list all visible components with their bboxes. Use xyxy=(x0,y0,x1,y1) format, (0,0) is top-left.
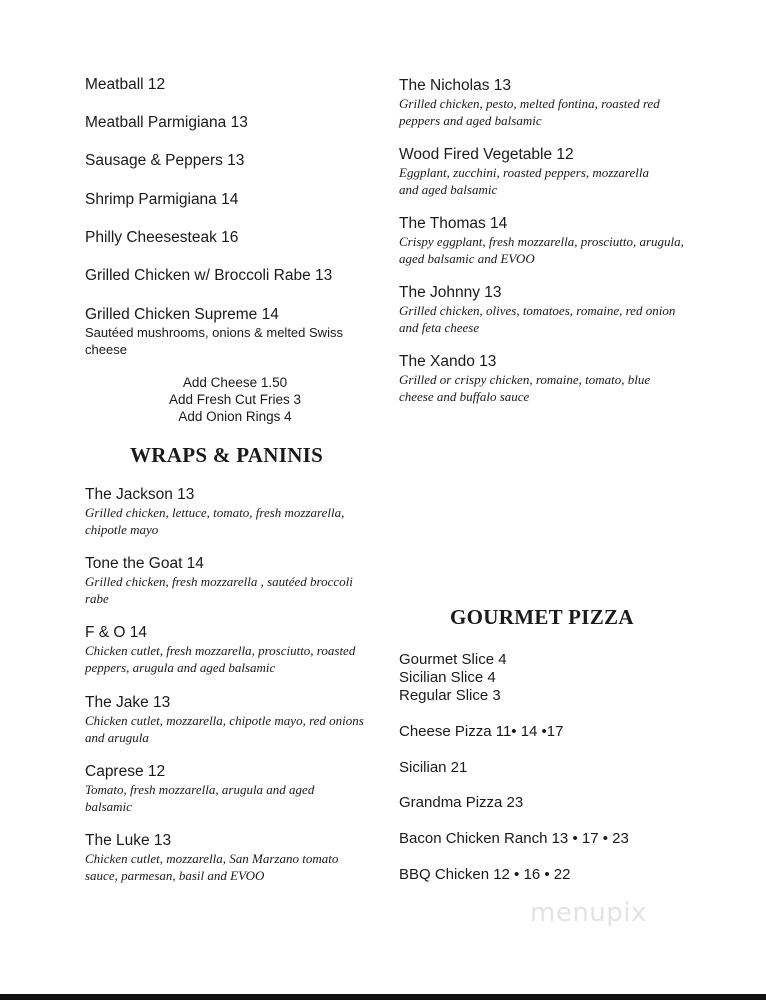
item-name: The Luke 13 xyxy=(85,832,172,849)
wrap-item-f-and-o xyxy=(85,624,360,676)
item-description: Grilled chicken, lettuce, tomato, fresh mozzarella, chipotle mayo xyxy=(85,505,345,537)
addons-list xyxy=(160,374,310,425)
item-description: Grilled chicken, pesto, melted fontina, roasted red peppers and aged balsamic xyxy=(399,96,660,128)
menu-item-johnny xyxy=(399,284,689,336)
menu-item-grilled-chicken-supreme xyxy=(85,306,360,358)
pizza-slice-gourmet: Gourmet Slice 4 xyxy=(399,651,507,668)
menu-item-philly-cheesesteak: Philly Cheesesteak 16 xyxy=(85,229,239,246)
menu-item-nicholas xyxy=(399,77,689,129)
addon-onion-rings: Add Onion Rings 4 xyxy=(178,409,292,424)
item-name: The Nicholas 13 xyxy=(399,77,512,94)
pizza-slice-regular: Regular Slice 3 xyxy=(399,687,501,704)
menu-item-meatball: Meatball 12 xyxy=(85,76,166,93)
item-name: The Jackson 13 xyxy=(85,486,195,503)
menu-item-wood-fired-vegetable xyxy=(399,146,659,198)
item-description: Grilled chicken, olives, tomatoes, romaine, red onion and feta cheese xyxy=(399,303,676,335)
item-name: The Jake 13 xyxy=(85,694,171,711)
item-description: Sautéed mushrooms, onions & melted Swiss cheese xyxy=(85,325,343,357)
pizza-section-title: GOURMET PIZZA xyxy=(450,605,634,629)
wrap-item-caprese xyxy=(85,763,360,815)
menu-item-grilled-chicken-broccoli-rabe: Grilled Chicken w/ Broccoli Rabe 13 xyxy=(85,267,333,284)
item-name: Wood Fired Vegetable 12 xyxy=(399,146,574,163)
item-name: F & O 14 xyxy=(85,624,148,641)
wrap-item-jake xyxy=(85,694,375,746)
menu-item-shrimp-parmigiana: Shrimp Parmigiana 14 xyxy=(85,191,239,208)
item-description: Grilled or crispy chicken, romaine, tomato, blue cheese and buffalo sauce xyxy=(399,372,651,404)
item-description: Tomato, fresh mozzarella, arugula and aged balsamic xyxy=(85,782,315,814)
pizza-item-grandma: Grandma Pizza 23 xyxy=(399,794,524,811)
item-name: Grilled Chicken Supreme 14 xyxy=(85,306,279,323)
wraps-section-title: WRAPS & PANINIS xyxy=(130,443,324,467)
item-name: The Johnny 13 xyxy=(399,284,502,301)
menu-item-meatball-parmigiana: Meatball Parmigiana 13 xyxy=(85,114,248,131)
item-description: Grilled chicken, fresh mozzarella , sautéed broccoli rabe xyxy=(85,574,353,606)
menu-item-sausage-peppers: Sausage & Peppers 13 xyxy=(85,152,245,169)
watermark-logo: menupix xyxy=(530,898,647,928)
menu-item-thomas xyxy=(399,215,684,267)
item-description: Eggplant, zucchini, roasted peppers, mozzarella and aged balsamic xyxy=(399,165,649,197)
pizza-item-bacon-chicken-ranch: Bacon Chicken Ranch 13 • 17 • 23 xyxy=(399,830,629,847)
wrap-item-tone-the-goat xyxy=(85,555,355,607)
bottom-divider xyxy=(0,994,766,1000)
pizza-slice-sicilian: Sicilian Slice 4 xyxy=(399,669,496,686)
pizza-item-bbq-chicken: BBQ Chicken 12 • 16 • 22 xyxy=(399,866,571,883)
addon-cheese: Add Cheese 1.50 xyxy=(182,375,288,390)
item-name: The Xando 13 xyxy=(399,353,497,370)
item-description: Chicken cutlet, fresh mozzarella, prosciutto, roasted peppers, arugula and aged balsamic xyxy=(85,643,356,675)
wrap-item-jackson xyxy=(85,486,355,538)
wrap-item-luke xyxy=(85,832,350,884)
pizza-item-cheese: Cheese Pizza 11• 14 •17 xyxy=(399,723,564,740)
item-description: Chicken cutlet, mozzarella, chipotle mayo, red onions and arugula xyxy=(85,713,364,745)
menu-item-xando xyxy=(399,353,674,405)
item-description: Crispy eggplant, fresh mozzarella, prosciutto, arugula, aged balsamic and EVOO xyxy=(399,234,684,266)
addon-fries: Add Fresh Cut Fries 3 xyxy=(168,392,302,407)
item-name: The Thomas 14 xyxy=(399,215,508,232)
item-name: Tone the Goat 14 xyxy=(85,555,204,572)
item-name: Caprese 12 xyxy=(85,763,166,780)
pizza-item-sicilian: Sicilian 21 xyxy=(399,759,468,776)
item-description: Chicken cutlet, mozzarella, San Marzano tomato sauce, parmesan, basil and EVOO xyxy=(85,851,339,883)
